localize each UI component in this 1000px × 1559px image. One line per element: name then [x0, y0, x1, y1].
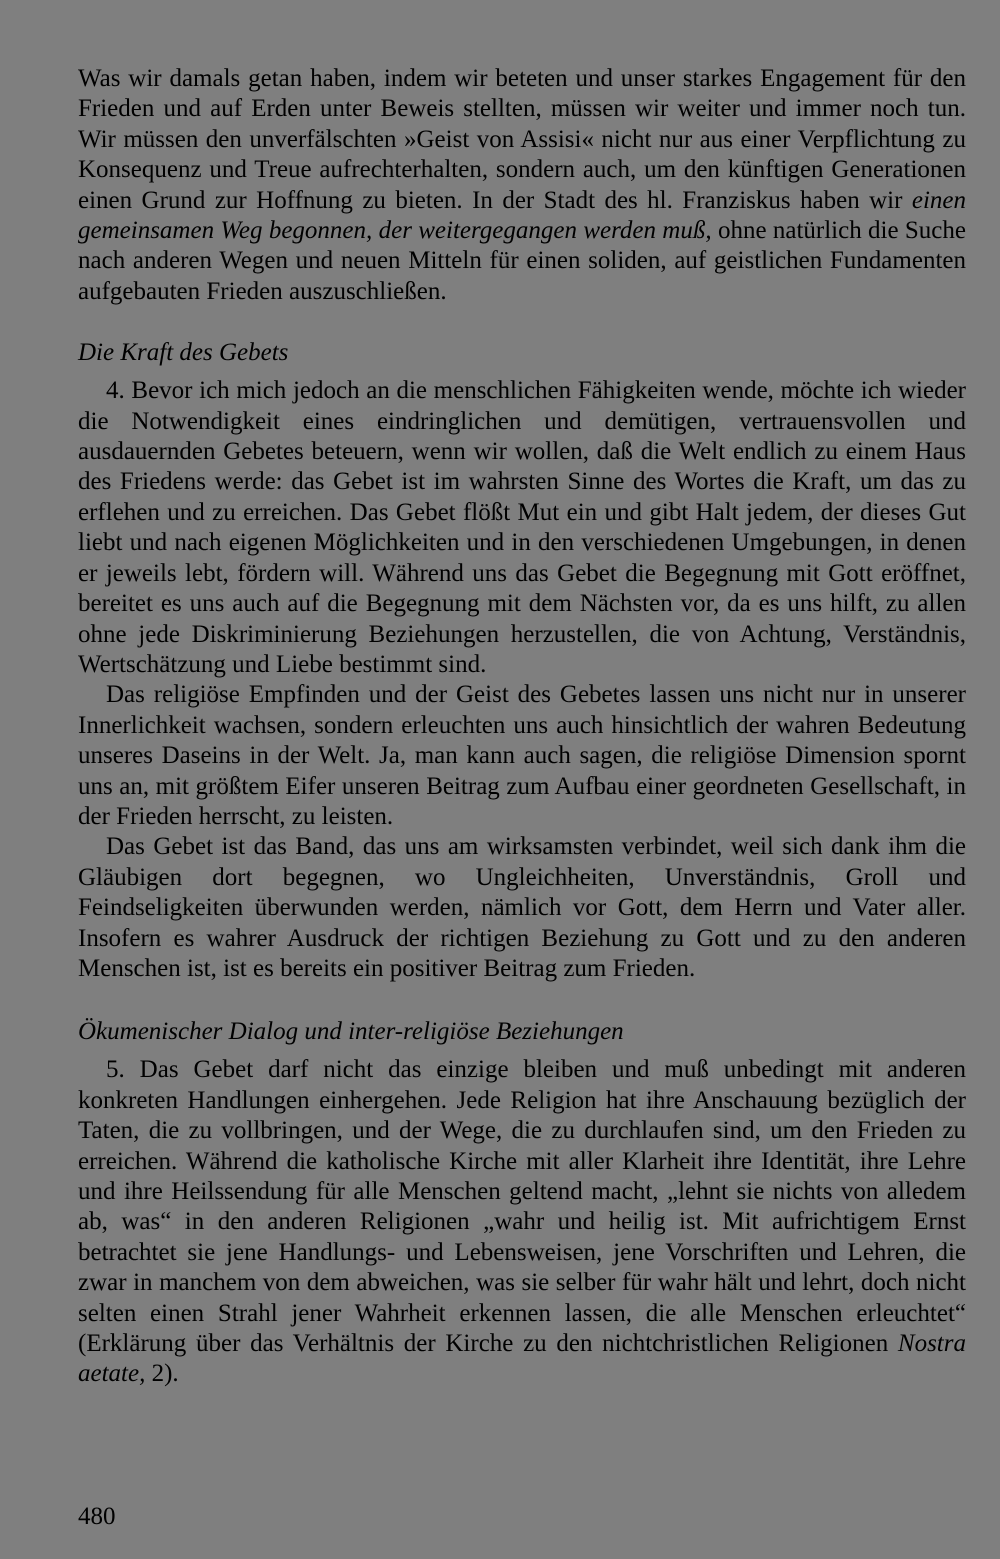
- paragraph-5: [78, 1055, 966, 1389]
- page-number: 480: [78, 1503, 116, 1530]
- paragraph-2: 4. Bevor ich mich jedoch an die menschlichen Fähigkeiten wende, möchte ich wieder die Notwendigkeit eines eindringlichen und demütigen, vertrauensvollen und ausdauernden Gebetes beteuern, wenn wir wollen, daß die Welt endlich zu einem Haus des Friedens werde: das Gebet ist im wahrsten Sinne des Wortes die Kraft, um das zu erflehen und zu erreichen. Das Gebet flößt Mut ein und gibt Halt jedem, der dieses Gut liebt und nach eigenen Möglichkeiten und in den verschiedenen Umgebungen, in denen er jeweils lebt, fördern will. Während uns das Gebet die Begegnung mit Gott eröffnet, bereitet es uns auch auf die Begegnung mit dem Nächsten vor, da es uns hilft, zu allen ohne jede Diskriminierung Beziehungen herzustellen, die von Achtung, Verständnis, Wertschätzung und Liebe bestimmt sind.: [78, 377, 966, 678]
- document-body: [78, 64, 966, 1390]
- paragraph-3: Das religiöse Empfinden und der Geist des Gebetes lassen uns nicht nur in unserer Innerlichkeit wachsen, sondern erleuchten uns auch hinsichtlich der wahren Bedeutung unseres Daseins in der Welt. Ja, man kann auch sagen, die religiöse Dimension spornt uns an, mit größtem Eifer unseren Beitrag zum Aufbau einer geordneten Gesellschaft, in der Frieden herrscht, zu leisten.: [78, 681, 966, 830]
- paragraph-1-text: Was wir damals getan haben, indem wir beteten und unser starkes Engagement für den Frieden und auf Erden unter Beweis stellten, müssen wir weiter und immer noch tun. Wir müssen den unverfälschten »Geist von Assisi« nicht nur aus einer Verpflichtung zu Konsequenz und Treue aufrechterhalten, sondern auch, um den künftigen Generationen einen Grund zur Hoffnung zu bieten. In der Stadt des hl. Franziskus haben wir: [78, 65, 966, 214]
- section-heading-prayer: Die Kraft des Gebets: [78, 339, 289, 367]
- paragraph-5-emphasis: Nostra aetate,: [78, 1330, 966, 1388]
- paragraph-4: Das Gebet ist das Band, das uns am wirksamsten verbindet, weil sich dank ihm die Gläubigen dort begegnen, wo Ungleichheiten, Unverständnis, Groll und Feindseligkeiten überwunden werden, nämlich vor Gott, dem Herrn und Vater aller. Insofern es wahrer Ausdruck der richtigen Beziehung zu Gott und zu den anderen Menschen ist, ist es bereits ein positiver Beitrag zum Frieden.: [78, 833, 966, 982]
- section-heading-dialogue: Ökumenischer Dialog und inter-religiöse Beziehungen: [78, 1018, 624, 1046]
- paragraph-5-text-end: 2).: [145, 1360, 179, 1388]
- paragraph-1: [78, 64, 966, 307]
- paragraph-1-emphasis: einen gemeinsamen Weg begonnen, der weitergegangen werden muß,: [78, 186, 966, 245]
- paragraph-5-text: 5. Das Gebet darf nicht das einzige bleiben und muß unbedingt mit anderen konkreten Handlungen einhergehen. Jede Religion hat ihre Anschauung bezüglich der Taten, die zu vollbringen, und der Wege, die zu durchlaufen sind, um den Frieden zu erreichen. Während die katholische Kirche mit aller Klarheit ihre Identität, ihre Lehre und ihre Heilssendung für alle Menschen geltend macht, „lehnt sie nichts von alledem ab, was“ in den anderen Religionen „wahr und heilig ist. Mit aufrichtigem Ernst betrachtet sie jene Handlungs- und Lebensweisen, jene Vorschriften und Lehren, die zwar in manchem von dem abweichen, was sie selber für wahr hält und lehrt, doch nicht selten einen Strahl jener Wahrheit erkennen lassen, die alle Menschen erleuchtet“ (Erklärung über das Verhältnis der Kirche zu den nichtchristlichen Religionen: [78, 1056, 966, 1358]
- paragraph-1-text-end: ohne natürlich die Suche nach anderen Wegen und neuen Mitteln für einen soliden, auf geistlichen Fundamenten aufgebauten Frieden auszuschließen.: [78, 217, 966, 305]
